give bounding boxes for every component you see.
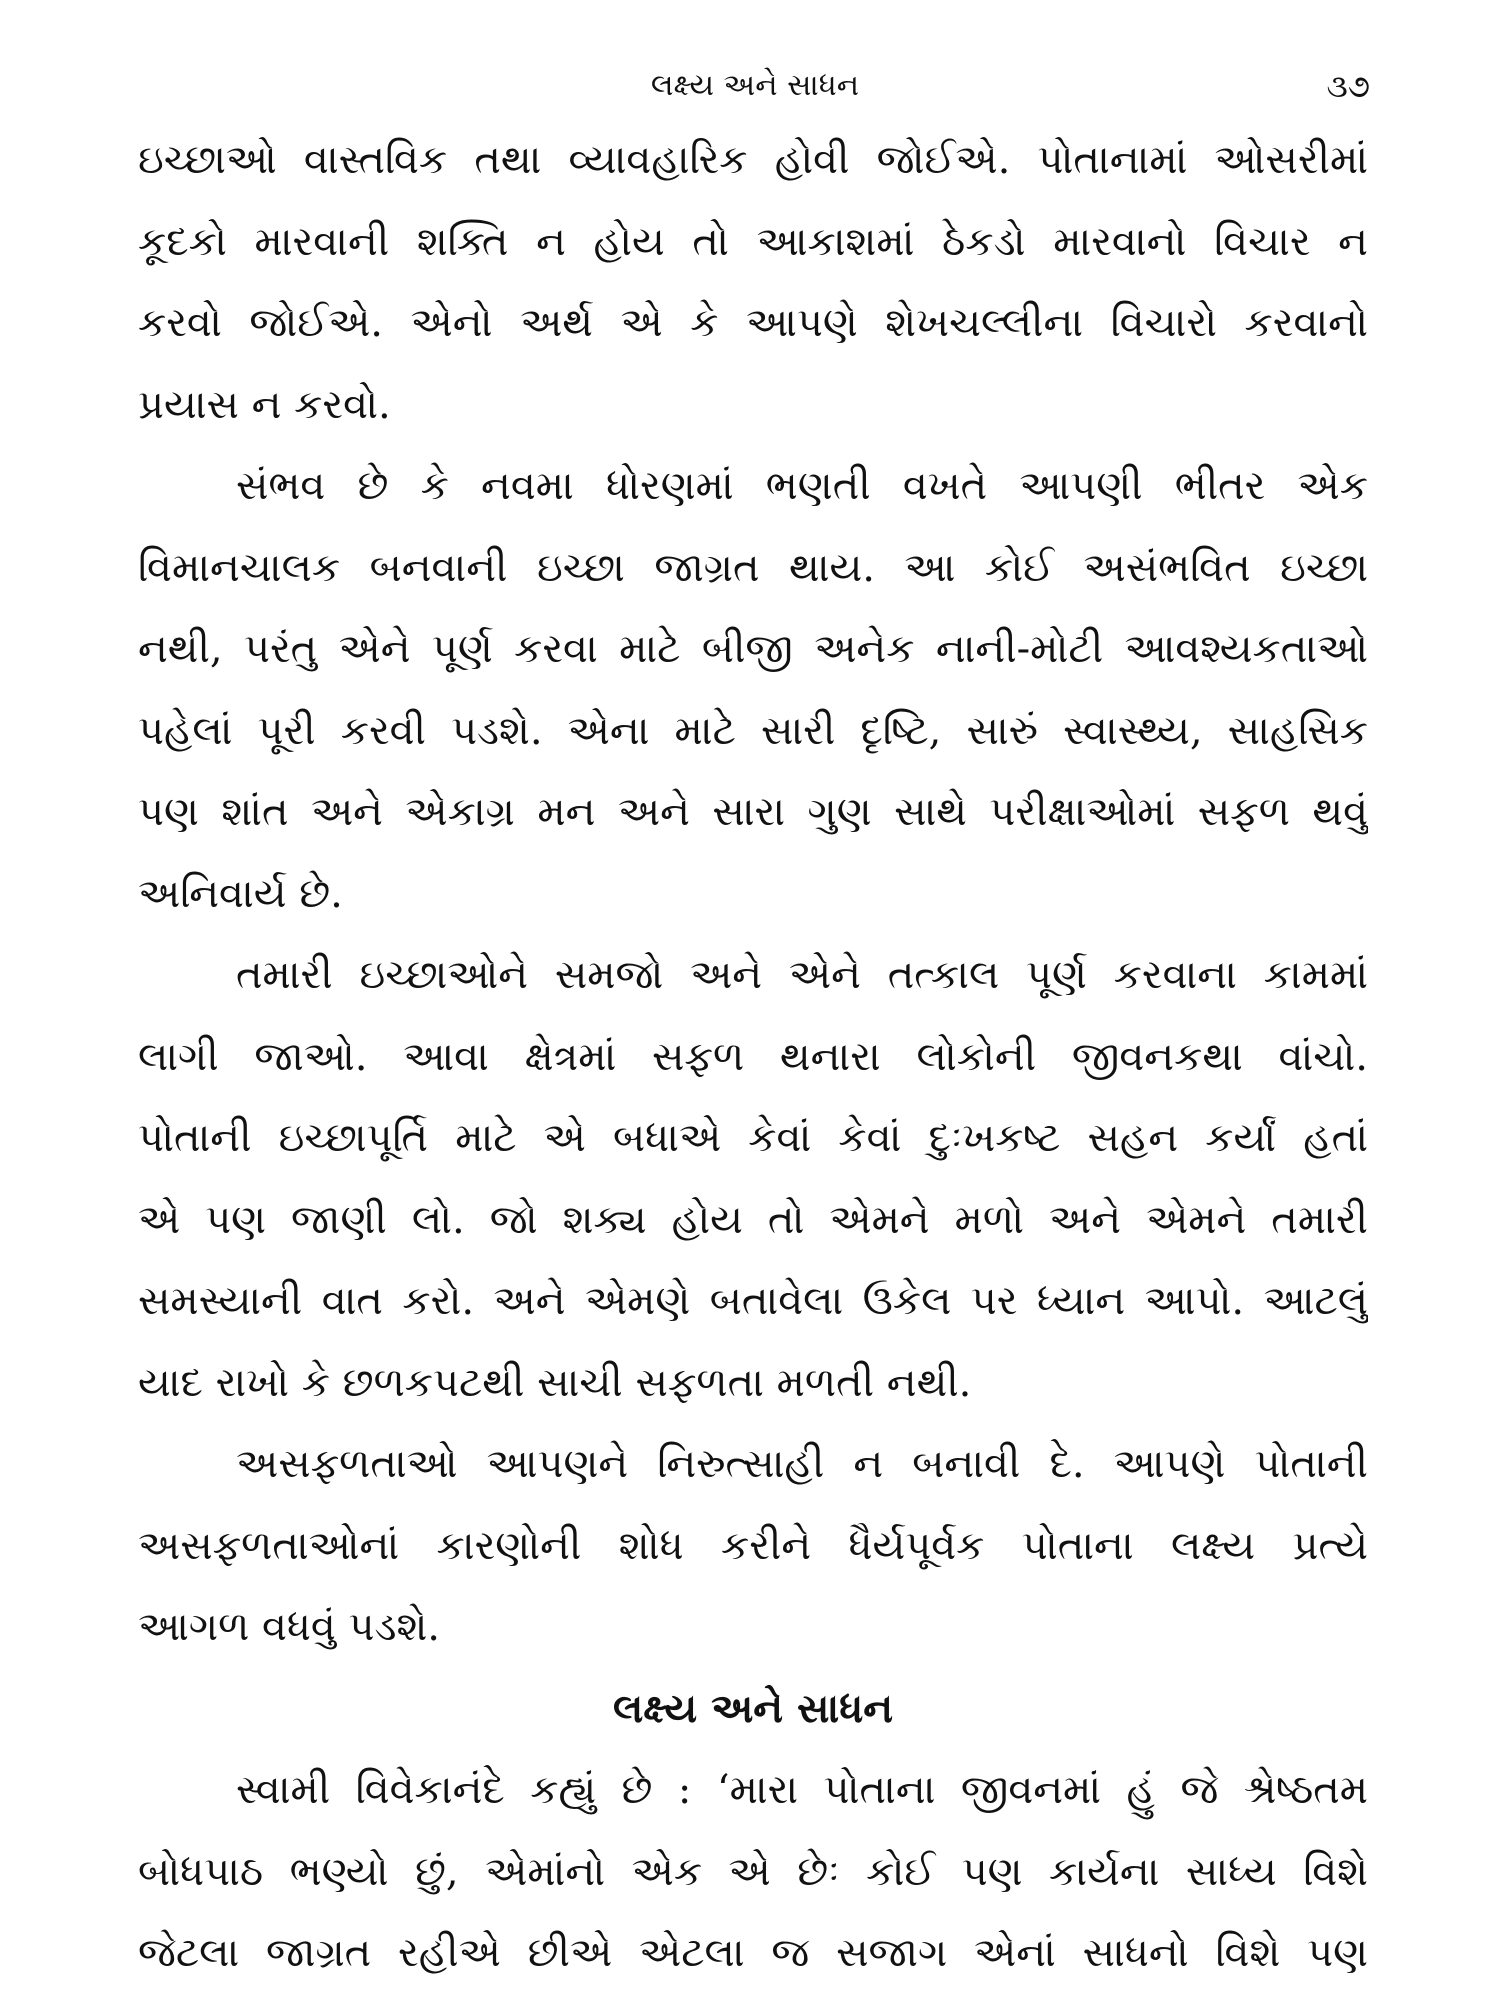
body-text bbox=[138, 120, 1368, 1995]
text-line: અસફળતાઓનાં કારણોની શોધ કરીને ધૈર્યપૂર્વક પોતાના લક્ષ્ય પ્રત્યે bbox=[138, 1522, 1368, 1569]
section-heading: લક્ષ્ય અને સાધન bbox=[612, 1685, 894, 1732]
page-number: ૩૭ bbox=[1326, 67, 1370, 105]
text-line: તમારી ઇચ્છાઓને સમજો અને એને તત્કાલ પૂર્ણ કરવાના કામમાં bbox=[236, 952, 1368, 998]
paragraph bbox=[138, 120, 1368, 446]
paragraph bbox=[138, 446, 1368, 935]
text-line: વિમાનચાલક બનવાની ઇચ્છા જાગ્રત થાય. આ કોઈ અસંભવિત ઇચ્છા bbox=[138, 544, 1368, 591]
text-line: એ પણ જાણી લો. જો શક્ય હોય તો એમને મળો અને એમને તમારી bbox=[138, 1196, 1368, 1243]
text-line: લાગી જાઓ. આવા ક્ષેત્રમાં સફળ થનારા લોકોની જીવનકથા વાંચો. bbox=[138, 1033, 1368, 1080]
text-line: પોતાની ઇચ્છાપૂર્તિ માટે એ બધાએ કેવાં કેવાં દુઃખકષ્ટ સહન કર્યાં હતાં bbox=[138, 1115, 1368, 1161]
text-line: કૂદકો મારવાની શક્તિ ન હોય તો આકાશમાં ઠેકડો મારવાનો વિચાર ન bbox=[138, 218, 1368, 265]
text-line: જેટલા જાગ્રત રહીએ છીએ એટલા જ સજાગ એનાં સાધનો વિશે પણ bbox=[138, 1930, 1368, 1976]
paragraph bbox=[138, 1424, 1368, 1669]
text-line: યાદ રાખો કે છળકપટથી સાચી સફળતા મળતી નથી. bbox=[138, 1359, 972, 1406]
text-line: પ્રયાસ ન કરવો. bbox=[138, 381, 391, 428]
text-line: સમસ્યાની વાત કરો. અને એમણે બતાવેલા ઉકેલ પર ધ્યાન આપો. આટલું bbox=[138, 1278, 1368, 1324]
text-line: નથી, પરંતુ એને પૂર્ણ કરવા માટે બીજી અનેક નાની-મોટી આવશ્યકતાઓ bbox=[138, 626, 1368, 672]
text-line: ઇચ્છાઓ વાસ્તવિક તથા વ્યાવહારિક હોવી જોઈએ. પોતાનામાં ઓસરીમાં bbox=[138, 137, 1368, 183]
text-line: પણ શાંત અને એકાગ્ર મન અને સારા ગુણ સાથે પરીક્ષાઓમાં સફળ થવું bbox=[138, 789, 1368, 835]
paragraph bbox=[138, 1750, 1368, 1995]
running-header bbox=[140, 66, 1370, 106]
text-line: સંભવ છે કે નવમા ધોરણમાં ભણતી વખતે આપણી ભીતર એક bbox=[236, 463, 1368, 509]
text-line: આગળ વધવું પડશે. bbox=[138, 1604, 441, 1650]
text-line: પહેલાં પૂરી કરવી પડશે. એના માટે સારી દૃષ્ટિ, સારું સ્વાસ્થ્ય, સાહસિક bbox=[138, 707, 1368, 754]
text-line: કરવો જોઈએ. એનો અર્થ એ કે આપણે શેખચલ્લીના વિચારો કરવાનો bbox=[138, 300, 1368, 346]
text-line: સ્વામી વિવેકાનંદે કહ્યું છે : ‘મારા પોતાના જીવનમાં હું જે શ્રેષ્ઠતમ bbox=[236, 1767, 1368, 1813]
text-line: અસફળતાઓ આપણને નિરુત્સાહી ન બનાવી દે. આપણે પોતાની bbox=[236, 1441, 1368, 1487]
running-title: લક્ષ્ય અને સાધન bbox=[650, 68, 860, 103]
paragraph bbox=[138, 935, 1368, 1424]
text-line: અનિવાર્ય છે. bbox=[138, 870, 343, 917]
text-line: બોધપાઠ ભણ્યો છું, એમાંનો એક એ છેઃ કોઈ પણ કાર્યના સાધ્ય વિશે bbox=[138, 1848, 1368, 1895]
